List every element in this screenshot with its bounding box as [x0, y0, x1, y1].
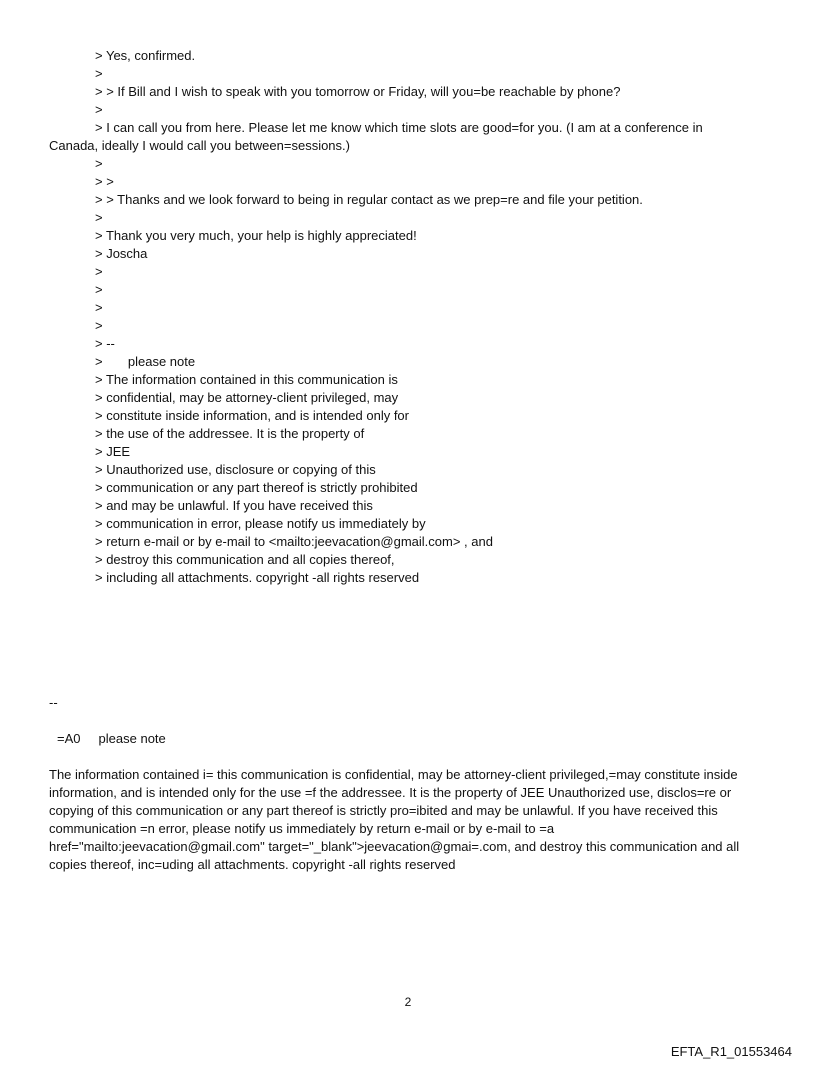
- quoted-line: > confidential, may be attorney-client privileged, may: [95, 390, 399, 405]
- confidentiality-notice: The information contained i= this communication is confidential, may be attorney-client privileged,=may constitute inside information, and is intended only for the use =f the addressee. It is the property of JEE Unauthorized use, disclos=re or copying of this communication or any part thereof is strictly pro=ibited and may be unlawful. If you have received this communication =n error, please notify us immediately by return e-mail or by e-mail to =a href="mailto:jeevacation@gmail.com" target="_blank">jeevacation@gmai=.com, and destroy this communication and all copies thereof, inc=uding all attachments. copyright -all rights reserved: [49, 767, 740, 872]
- quoted-line: > communication in error, please notify us immediately by: [95, 516, 426, 531]
- bates-number: EFTA_R1_01553464: [670, 1044, 792, 1059]
- quoted-line: > and may be unlawful. If you have received this: [95, 498, 373, 513]
- quoted-line: > Yes, confirmed.: [95, 48, 196, 63]
- quoted-line: > --: [95, 336, 115, 351]
- quoted-line: >: [95, 318, 103, 333]
- quoted-line: > JEE: [95, 444, 131, 459]
- quoted-line: > destroy this communication and all copies thereof,: [95, 552, 395, 567]
- signature-note: =A0 please note: [57, 731, 166, 746]
- quoted-line: >: [95, 210, 103, 225]
- quoted-line: > the use of the addressee. It is the property of: [95, 426, 365, 441]
- quoted-line: > Thank you very much, your help is highly appreciated!: [95, 228, 417, 243]
- quoted-line: >: [95, 282, 103, 297]
- quoted-line: > constitute inside information, and is intended only for: [95, 408, 409, 423]
- page-number: 2: [404, 995, 412, 1009]
- quoted-line: > Unauthorized use, disclosure or copying of this: [95, 462, 376, 477]
- quoted-email-thread: [49, 47, 789, 587]
- quoted-line: > including all attachments. copyright -all rights reserved: [95, 570, 420, 585]
- quoted-line-continuation: Canada, ideally I would call you between=sessions.): [49, 138, 350, 153]
- quoted-line: > return e-mail or by e-mail to <mailto:jeevacation@gmail.com> , and: [95, 534, 493, 549]
- quoted-line: > >: [95, 174, 114, 189]
- quoted-line: > communication or any part thereof is strictly prohibited: [95, 480, 418, 495]
- quoted-line: >: [95, 102, 103, 117]
- quoted-line: >: [95, 66, 103, 81]
- signature-separator: --: [49, 695, 58, 710]
- quoted-line: > Joscha: [95, 246, 148, 261]
- quoted-line: > > If Bill and I wish to speak with you tomorrow or Friday, will you=be reachable by phone?: [95, 84, 621, 99]
- quoted-line: >: [95, 156, 103, 171]
- quoted-line: > The information contained in this communication is: [95, 372, 398, 387]
- quoted-line: >: [95, 300, 103, 315]
- quoted-line: > I can call you from here. Please let me know which time slots are good=for you. (I am at a conference in: [95, 120, 703, 135]
- quoted-line: > please note: [95, 354, 196, 369]
- quoted-line: >: [95, 264, 103, 279]
- quoted-line: > > Thanks and we look forward to being in regular contact as we prep=re and file your petition.: [95, 192, 643, 207]
